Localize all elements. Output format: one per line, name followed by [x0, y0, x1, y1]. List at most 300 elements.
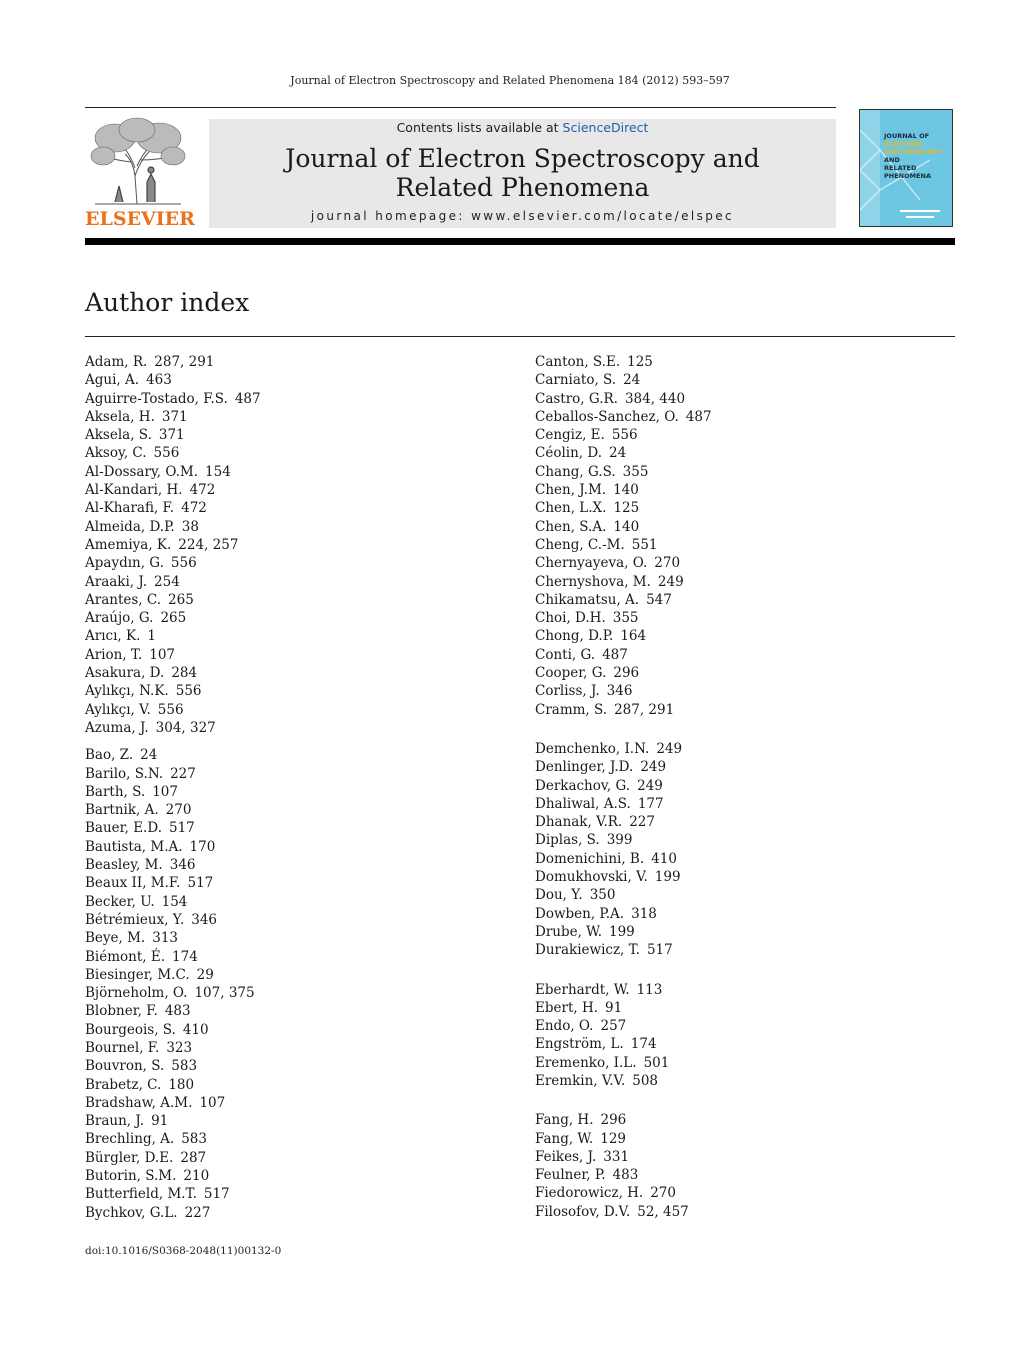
author-entry: [535, 1054, 712, 1072]
author-name: Beaux II, M.F.: [85, 875, 181, 892]
author-name: Al-Dossary, O.M.: [85, 463, 199, 480]
author-pages: 107, 375: [194, 985, 255, 1002]
author-name: Aksela, S.: [85, 427, 152, 444]
author-pages: 501: [643, 1054, 670, 1071]
author-name: Brechling, A.: [85, 1131, 175, 1148]
author-name: Corliss, J.: [535, 683, 600, 700]
author-pages: 29: [196, 966, 214, 983]
author-name: Bürgler, D.E.: [85, 1149, 174, 1166]
cover-title: [884, 132, 950, 180]
author-pages: 556: [175, 683, 202, 700]
author-name: Canton, S.E.: [535, 354, 621, 370]
author-name: Biesinger, M.C.: [85, 966, 190, 983]
author-entry: [535, 1184, 712, 1202]
author-entry: [535, 999, 712, 1017]
author-pages: 556: [611, 427, 638, 444]
author-pages: 265: [168, 591, 194, 608]
author-name: Aylıkçı, V.: [85, 701, 151, 718]
author-name: Bourgeois, S.: [85, 1021, 176, 1038]
author-name: Dhanak, V.R.: [535, 814, 623, 831]
author-name: Endo, O.: [535, 1018, 594, 1035]
author-entry: [85, 1094, 261, 1112]
section-rule: [85, 336, 955, 337]
author-pages: 210: [183, 1168, 210, 1185]
author-entry: [85, 536, 261, 554]
author-name: Dowben, P.A.: [535, 905, 625, 922]
author-pages: 346: [169, 857, 196, 874]
author-pages: 556: [153, 445, 180, 462]
author-entry: [85, 1112, 261, 1130]
elsevier-wordmark: ELSEVIER: [85, 208, 195, 230]
author-entry: [85, 1167, 261, 1185]
author-name: Eberhardt, W.: [535, 981, 630, 998]
author-entry: [535, 886, 712, 904]
author-entry: [535, 1017, 712, 1035]
author-entry: [85, 1057, 261, 1075]
author-name: Denlinger, J.D.: [535, 759, 634, 776]
journal-citation: Journal of Electron Spectroscopy and Related Phenomena 184 (2012) 593–597: [290, 74, 730, 87]
author-pages: 164: [620, 628, 647, 645]
author-name: Dou, Y.: [535, 887, 583, 904]
author-entry: [85, 719, 261, 737]
author-pages: 91: [605, 999, 623, 1016]
author-name: Arıcı, K.: [85, 628, 141, 645]
cover-title-line2: ELECTRON: [884, 140, 923, 148]
author-entry: [535, 627, 712, 645]
author-group: [535, 1111, 712, 1221]
author-entry: [85, 499, 261, 517]
author-name: Adam, R.: [85, 354, 148, 370]
author-entry: [535, 1035, 712, 1053]
author-pages: 227: [184, 1204, 211, 1221]
author-pages: 318: [631, 905, 657, 922]
author-pages: 287, 291: [154, 354, 215, 370]
journal-title-line1: Journal of Electron Spectroscopy and: [285, 144, 760, 173]
author-name: Bao, Z.: [85, 747, 134, 764]
author-name: Chen, J.M.: [535, 482, 607, 499]
author-pages: 399: [606, 832, 633, 849]
author-entry: [535, 813, 712, 831]
author-name: Bournel, F.: [85, 1039, 160, 1056]
author-pages: 463: [146, 372, 172, 389]
author-entry: [85, 444, 261, 462]
author-pages: 287: [180, 1149, 207, 1166]
author-name: Demchenko, I.N.: [535, 740, 650, 757]
author-group: [85, 746, 261, 1222]
author-name: Cramm, S.: [535, 701, 608, 718]
author-name: Bartnik, A.: [85, 802, 159, 819]
author-entry: [85, 746, 261, 764]
author-index-left-column: [85, 353, 261, 1222]
author-pages: 107: [152, 783, 178, 800]
author-name: Cooper, G.: [535, 665, 607, 682]
author-pages: 270: [165, 802, 192, 819]
author-entry: [85, 819, 261, 837]
author-name: Durakiewicz, T.: [535, 942, 640, 959]
author-pages: 583: [171, 1058, 198, 1075]
author-entry: [535, 646, 712, 664]
author-entry: [85, 371, 261, 389]
author-entry: [85, 1185, 261, 1203]
author-pages: 472: [181, 500, 207, 517]
author-name: Feikes, J.: [535, 1148, 597, 1165]
journal-title: [209, 144, 836, 202]
author-pages: 487: [685, 408, 712, 425]
author-entry: [535, 426, 712, 444]
author-entry: [535, 664, 712, 682]
author-pages: 140: [613, 518, 640, 535]
author-entry: [85, 463, 261, 481]
header-rule: [85, 107, 836, 108]
author-pages: 508: [632, 1072, 659, 1089]
author-pages: 313: [152, 930, 179, 947]
author-name: Arion, T.: [85, 646, 143, 663]
author-name: Bauer, E.D.: [85, 820, 162, 837]
author-entry: [535, 573, 712, 591]
author-entry: [535, 758, 712, 776]
author-name: Biémont, É.: [85, 948, 166, 965]
author-pages: 483: [612, 1167, 639, 1184]
author-pages: 472: [189, 482, 216, 499]
author-entry: [535, 371, 712, 389]
author-entry: [535, 353, 712, 371]
author-name: Choi, D.H.: [535, 610, 606, 627]
author-entry: [85, 911, 261, 929]
author-pages: 107: [199, 1094, 226, 1111]
author-entry: [85, 591, 261, 609]
author-name: Céolin, D.: [535, 445, 602, 462]
author-name: Diplas, S.: [535, 832, 600, 849]
author-name: Asakura, D.: [85, 665, 165, 682]
author-pages: 410: [182, 1021, 209, 1038]
doi[interactable]: doi:10.1016/S0368-2048(11)00132-0: [85, 1245, 282, 1257]
author-name: Barth, S.: [85, 783, 146, 800]
cover-title-line5: RELATED PHENOMENA: [884, 164, 931, 180]
author-entry: [535, 923, 712, 941]
author-entry: [85, 664, 261, 682]
author-pages: 284: [171, 665, 198, 682]
author-entry: [535, 682, 712, 700]
author-entry: [535, 390, 712, 408]
author-entry: [535, 481, 712, 499]
author-name: Araaki, J.: [85, 573, 148, 590]
author-pages: 24: [609, 445, 627, 462]
author-pages: 371: [158, 427, 185, 444]
author-name: Chong, D.P.: [535, 628, 614, 645]
author-entry: [85, 554, 261, 572]
author-name: Bétrémieux, Y.: [85, 911, 185, 928]
author-name: Carniato, S.: [535, 372, 617, 389]
author-name: Becker, U.: [85, 893, 155, 910]
author-pages: 227: [170, 765, 196, 782]
author-entry: [535, 1203, 712, 1221]
author-pages: 174: [630, 1036, 657, 1053]
author-entry: [535, 868, 712, 886]
author-name: Bradshaw, A.M.: [85, 1094, 193, 1111]
author-entry: [535, 701, 712, 719]
author-entry: [535, 591, 712, 609]
author-pages: 249: [640, 759, 667, 776]
author-pages: 177: [637, 795, 664, 812]
author-entry: [535, 536, 712, 554]
contents-line: [209, 120, 836, 135]
author-entry: [85, 1021, 261, 1039]
author-entry: [535, 1166, 712, 1184]
author-pages: 517: [203, 1186, 230, 1203]
author-entry: [85, 646, 261, 664]
author-entry: [535, 499, 712, 517]
author-entry: [85, 874, 261, 892]
author-entry: [535, 408, 712, 426]
author-pages: 254: [154, 573, 180, 590]
author-name: Butorin, S.M.: [85, 1168, 177, 1185]
author-pages: 199: [609, 923, 635, 940]
author-pages: 517: [646, 942, 673, 959]
journal-homepage[interactable]: journal homepage: www.elsevier.com/locate/elspec: [310, 209, 735, 223]
author-group: [535, 353, 712, 719]
author-name: Feulner, P.: [535, 1167, 606, 1184]
author-name: Ceballos-Sanchez, O.: [535, 408, 679, 425]
author-name: Amemiya, K.: [85, 536, 172, 553]
author-pages: 249: [656, 740, 683, 757]
author-entry: [535, 1072, 712, 1090]
author-name: Aksela, H.: [85, 408, 155, 425]
author-pages: 125: [613, 500, 640, 517]
author-name: Brabetz, C.: [85, 1076, 162, 1093]
author-entry: [535, 1130, 712, 1148]
author-entry: [85, 518, 261, 536]
author-name: Aksoy, C.: [85, 445, 147, 462]
author-pages: 487: [602, 646, 628, 663]
author-pages: 180: [168, 1076, 195, 1093]
author-pages: 483: [164, 1003, 191, 1020]
author-entry: [85, 1076, 261, 1094]
author-name: Al-Kharafi, F.: [85, 500, 175, 517]
author-pages: 296: [613, 665, 640, 682]
author-pages: 125: [627, 354, 653, 370]
author-name: Al-Kandari, H.: [85, 482, 183, 499]
elsevier-logo: [85, 116, 195, 230]
author-pages: 556: [170, 555, 197, 572]
author-pages: 174: [172, 948, 198, 965]
author-entry: [85, 627, 261, 645]
author-pages: 331: [603, 1148, 630, 1165]
author-pages: 517: [169, 820, 195, 837]
author-name: Aylıkçı, N.K.: [85, 683, 169, 700]
author-pages: 410: [651, 850, 677, 867]
author-entry: [85, 481, 261, 499]
author-name: Conti, G.: [535, 646, 596, 663]
author-pages: 227: [629, 814, 655, 831]
author-pages: 355: [612, 610, 639, 627]
author-name: Drube, W.: [535, 923, 602, 940]
journal-title-line2: Related Phenomena: [395, 173, 650, 202]
author-entry: [535, 831, 712, 849]
author-index-right-column: [535, 353, 712, 1221]
author-entry: [85, 948, 261, 966]
author-name: Filosofov, D.V.: [535, 1203, 631, 1220]
author-pages: 249: [657, 573, 684, 590]
author-pages: 517: [187, 875, 214, 892]
elsevier-tree-icon: [85, 116, 189, 208]
author-name: Ebert, H.: [535, 999, 599, 1016]
author-pages: 1: [147, 628, 156, 645]
author-name: Fiedorowicz, H.: [535, 1185, 644, 1202]
author-pages: 384, 440: [624, 390, 686, 407]
author-name: Fang, H.: [535, 1112, 594, 1129]
author-name: Björneholm, O.: [85, 985, 188, 1002]
author-entry: [85, 1002, 261, 1020]
author-name: Cengiz, E.: [535, 427, 605, 444]
author-name: Domenichini, B.: [535, 850, 645, 867]
author-pages: 154: [161, 893, 188, 910]
author-pages: 257: [600, 1018, 627, 1035]
author-pages: 52, 457: [637, 1203, 689, 1220]
author-entry: [85, 1149, 261, 1167]
journal-cover-thumbnail: [859, 109, 953, 227]
sciencedirect-link[interactable]: ScienceDirect: [562, 120, 649, 135]
author-pages: 487: [234, 390, 261, 407]
author-entry: [535, 740, 712, 758]
author-name: Domukhovski, V.: [535, 869, 648, 886]
author-entry: [85, 783, 261, 801]
author-entry: [535, 463, 712, 481]
author-name: Bychkov, G.L.: [85, 1204, 178, 1221]
author-entry: [85, 609, 261, 627]
author-pages: 91: [151, 1113, 169, 1130]
author-entry: [85, 984, 261, 1002]
author-pages: 304, 327: [155, 719, 216, 736]
author-pages: 113: [636, 981, 663, 998]
author-entry: [85, 1204, 261, 1222]
author-name: Beye, M.: [85, 930, 146, 947]
author-entry: [85, 765, 261, 783]
author-pages: 346: [606, 683, 633, 700]
author-name: Aguirre-Tostado, F.S.: [85, 390, 228, 407]
author-entry: [85, 682, 261, 700]
author-name: Chernyayeva, O.: [535, 555, 648, 572]
author-entry: [535, 609, 712, 627]
author-name: Chikamatsu, A.: [535, 591, 640, 608]
author-pages: 24: [623, 372, 641, 389]
author-name: Arantes, C.: [85, 591, 162, 608]
author-name: Araújo, G.: [85, 610, 154, 627]
author-entry: [85, 353, 261, 371]
author-pages: 583: [181, 1131, 207, 1148]
author-entry: [85, 801, 261, 819]
author-entry: [535, 941, 712, 959]
author-group: [535, 740, 712, 960]
cover-title-line1: JOURNAL OF: [884, 132, 930, 140]
author-pages: 224, 257: [178, 536, 239, 553]
author-name: Eremenko, I.L.: [535, 1054, 637, 1071]
author-name: Engström, L.: [535, 1036, 624, 1053]
author-pages: 24: [140, 747, 158, 764]
header-thick-rule: [85, 238, 955, 245]
author-pages: 140: [613, 482, 639, 499]
author-entry: [85, 390, 261, 408]
author-pages: 270: [654, 555, 681, 572]
author-entry: [535, 444, 712, 462]
author-pages: 547: [646, 591, 672, 608]
author-entry: [535, 905, 712, 923]
author-entry: [535, 777, 712, 795]
author-name: Castro, G.R.: [535, 390, 618, 407]
author-pages: 107: [149, 646, 176, 663]
author-entry: [535, 554, 712, 572]
author-name: Almeida, D.P.: [85, 518, 175, 535]
author-group: [535, 981, 712, 1091]
author-name: Chen, S.A.: [535, 518, 607, 535]
author-entry: [85, 838, 261, 856]
author-name: Agui, A.: [85, 372, 140, 389]
author-pages: 350: [589, 887, 616, 904]
author-pages: 287, 291: [614, 701, 675, 718]
author-pages: 346: [191, 911, 218, 928]
author-group: [85, 353, 261, 737]
contents-prefix: Contents lists available at: [396, 120, 563, 135]
author-entry: [85, 426, 261, 444]
author-entry: [85, 929, 261, 947]
author-name: Braun, J.: [85, 1113, 145, 1130]
author-entry: [535, 795, 712, 813]
author-pages: 296: [600, 1112, 627, 1129]
author-name: Cheng, C.-M.: [535, 536, 625, 553]
author-entry: [535, 1111, 712, 1129]
author-name: Bouvron, S.: [85, 1058, 165, 1075]
author-entry: [85, 701, 261, 719]
author-entry: [85, 893, 261, 911]
author-entry: [85, 856, 261, 874]
author-name: Blobner, F.: [85, 1003, 158, 1020]
author-pages: 371: [161, 408, 188, 425]
section-title: Author index: [85, 288, 250, 317]
author-entry: [85, 573, 261, 591]
author-name: Derkachov, G.: [535, 777, 631, 794]
author-name: Butterfield, M.T.: [85, 1186, 197, 1203]
author-name: Fang, W.: [535, 1130, 594, 1147]
author-entry: [535, 1148, 712, 1166]
author-name: Beasley, M.: [85, 857, 163, 874]
author-pages: 249: [637, 777, 663, 794]
author-pages: 265: [160, 610, 187, 627]
author-name: Azuma, J.: [85, 719, 149, 736]
author-entry: [85, 1130, 261, 1148]
author-pages: 38: [181, 518, 199, 535]
author-pages: 355: [622, 463, 649, 480]
author-entry: [85, 408, 261, 426]
author-name: Bautista, M.A.: [85, 838, 183, 855]
author-pages: 170: [189, 838, 216, 855]
cover-title-line4: AND: [884, 156, 900, 164]
author-pages: 556: [157, 701, 184, 718]
author-name: Dhaliwal, A.S.: [535, 795, 631, 812]
journal-banner: [209, 119, 836, 228]
author-pages: 129: [600, 1130, 627, 1147]
author-entry: [535, 850, 712, 868]
author-pages: 199: [654, 869, 681, 886]
author-entry: [535, 981, 712, 999]
author-name: Barilo, S.N.: [85, 765, 164, 782]
author-entry: [535, 518, 712, 536]
author-entry: [85, 966, 261, 984]
author-entry: [85, 1039, 261, 1057]
author-pages: 323: [166, 1039, 193, 1056]
cover-title-line3: SPECTROSCOPY: [884, 148, 943, 156]
author-name: Chernyshova, M.: [535, 573, 651, 590]
author-name: Chen, L.X.: [535, 500, 607, 517]
author-pages: 154: [205, 463, 231, 480]
